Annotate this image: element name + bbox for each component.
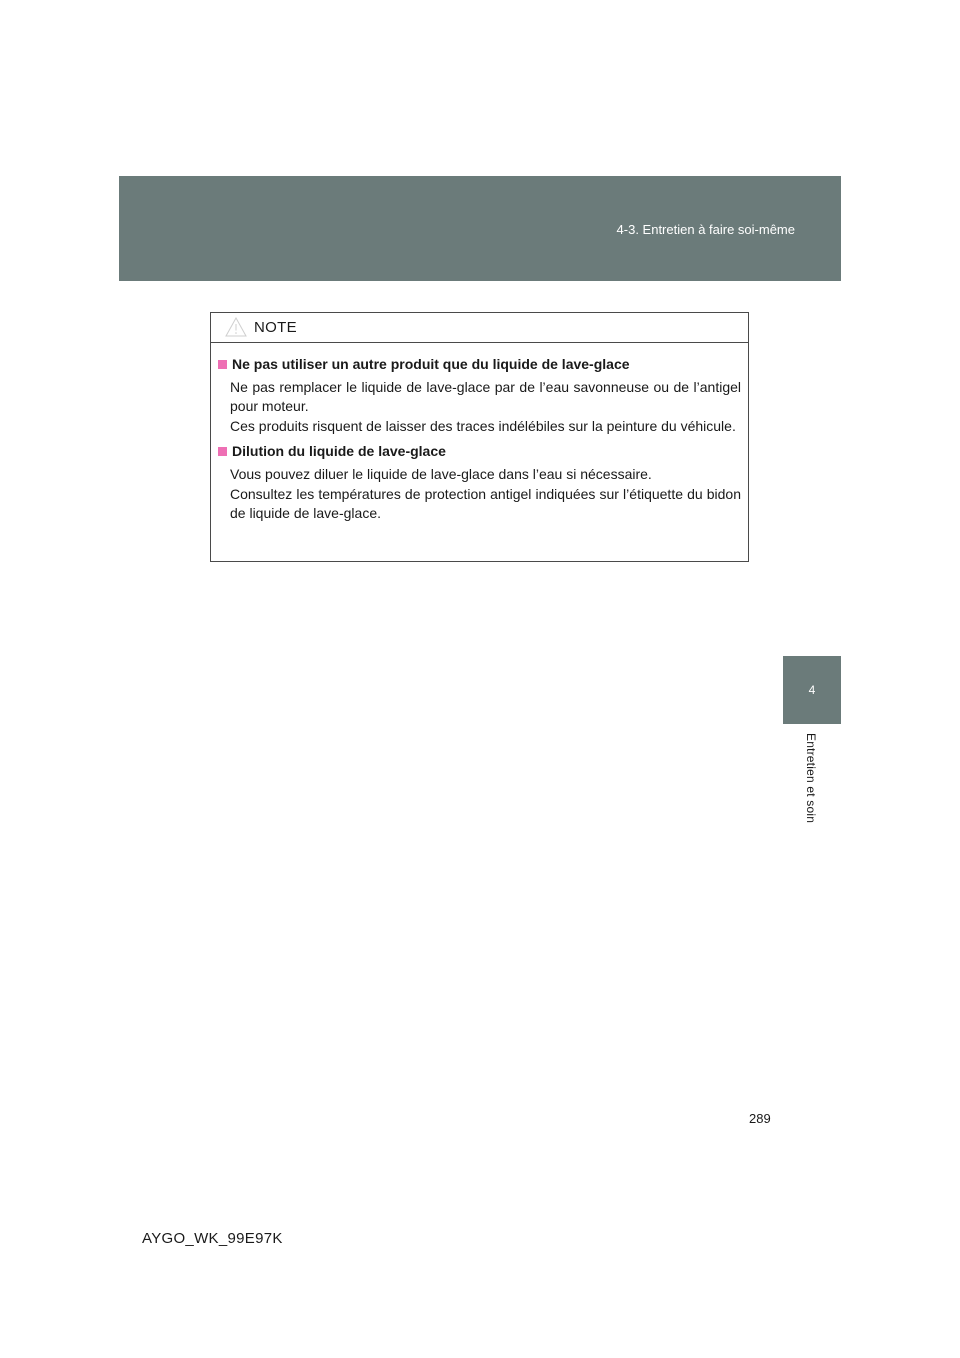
bullet-square-icon [218, 360, 227, 369]
chapter-tab [783, 656, 841, 724]
note-section-heading [218, 355, 741, 374]
paragraph-line: Ne pas remplacer le liquide de lave-glace par de l’eau savonneuse ou de l’antigel pour moteur. [230, 379, 741, 415]
page-number: 289 [749, 1111, 771, 1126]
paragraph-line: Consultez les températures de protection antigel indiquées sur l’étiquette du bidon de liquide de lave-glace. [230, 485, 741, 522]
document-code: AYGO_WK_99E97K [142, 1230, 283, 1247]
chapter-side-label [804, 733, 820, 843]
section-heading-text: Dilution du liquide de lave-glace [232, 443, 446, 460]
note-paragraph [218, 465, 741, 523]
warning-triangle-icon [225, 317, 247, 337]
paragraph-line: Ces produits risquent de laisser des traces indélébiles sur la peinture du véhicule. [230, 417, 736, 434]
note-body [211, 343, 748, 523]
note-section-heading [218, 442, 741, 461]
note-header [211, 313, 748, 343]
note-title: NOTE [254, 319, 297, 336]
chapter-label: Entretien et soin [804, 733, 818, 824]
section-title: 4-3. Entretien à faire soi-même [616, 222, 795, 237]
header-band [119, 176, 841, 281]
chapter-number: 4 [808, 683, 816, 697]
note-section-dilution [218, 442, 741, 523]
note-paragraph [218, 378, 741, 436]
bullet-square-icon [218, 447, 227, 456]
note-box [210, 312, 749, 562]
section-heading-text: Ne pas utiliser un autre produit que du liquide de lave-glace [232, 356, 630, 372]
paragraph-line: Vous pouvez diluer le liquide de lave-glace dans l’eau si nécessaire. [230, 466, 652, 483]
note-section-products [218, 355, 741, 436]
